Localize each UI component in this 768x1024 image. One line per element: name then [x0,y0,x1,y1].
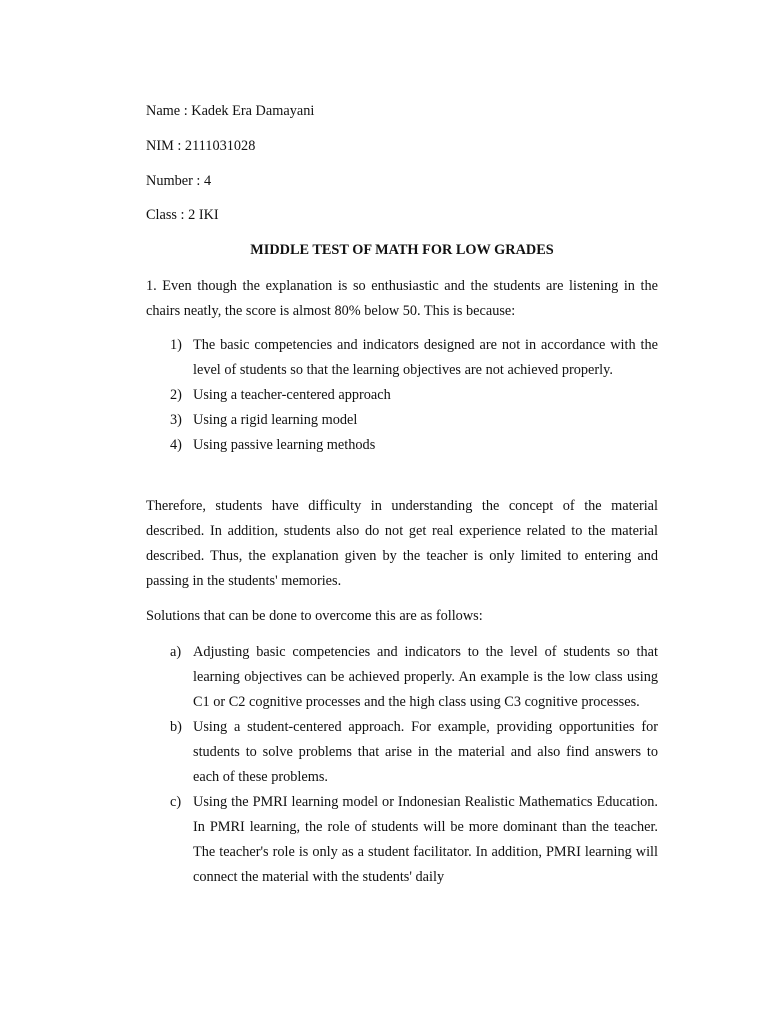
list-item [146,383,658,408]
list-item [146,640,658,715]
list-item [146,408,658,433]
causes-list [146,333,658,458]
list-item-text: Using a rigid learning model [193,412,358,428]
list-marker: a) [170,644,182,660]
student-nim: NIM : 2111031028 [146,138,256,154]
list-marker: 3) [170,412,182,428]
list-item [146,433,658,458]
list-item-text: The basic competencies and indicators designed are not in accordance with the level of students so that the learning objectives are not achieved properly. [193,337,658,378]
list-item [146,715,658,790]
student-class: Class : 2 IKI [146,207,219,223]
list-item-text: Using a student-centered approach. For example, providing opportunities for students to solve problems that arise in the material and also find answers to each of these problems. [193,719,658,785]
student-number: Number : 4 [146,173,212,189]
list-item [146,333,658,383]
question-1-intro: 1. Even though the explanation is so enthusiastic and the students are listening in the chairs neatly, the score is almost 80% below 50. This is because: [146,278,658,319]
solutions-intro: Solutions that can be done to overcome this are as follows: [146,608,483,624]
list-marker: c) [170,794,182,810]
list-marker: 4) [170,437,182,453]
student-name: Name : Kadek Era Damayani [146,103,315,119]
list-item-text: Using the PMRI learning model or Indonesian Realistic Mathematics Education. In PMRI learning, the role of students will be more dominant than the teacher. The teacher's role is only as a student facilitator. In addition, PMRI learning will connect the material with the students' daily [193,794,658,885]
conclusion-paragraph: Therefore, students have difficulty in understanding the concept of the material described. In addition, students also do not get real experience related to the material described. Thus, the explanation given by the teacher is only limited to entering and passing in the students' memories. [146,498,658,589]
list-item [146,790,658,890]
list-marker: 2) [170,387,182,403]
document-title: MIDDLE TEST OF MATH FOR LOW GRADES [250,242,554,258]
solutions-list [146,640,658,890]
list-marker: 1) [170,337,182,353]
list-item-text: Adjusting basic competencies and indicators to the level of students so that learning objectives can be achieved properly. An example is the low class using C1 or C2 cognitive processes and the high class using C3 cognitive processes. [193,644,658,710]
list-item-text: Using passive learning methods [193,437,376,453]
list-item-text: Using a teacher-centered approach [193,387,391,403]
list-marker: b) [170,719,182,735]
